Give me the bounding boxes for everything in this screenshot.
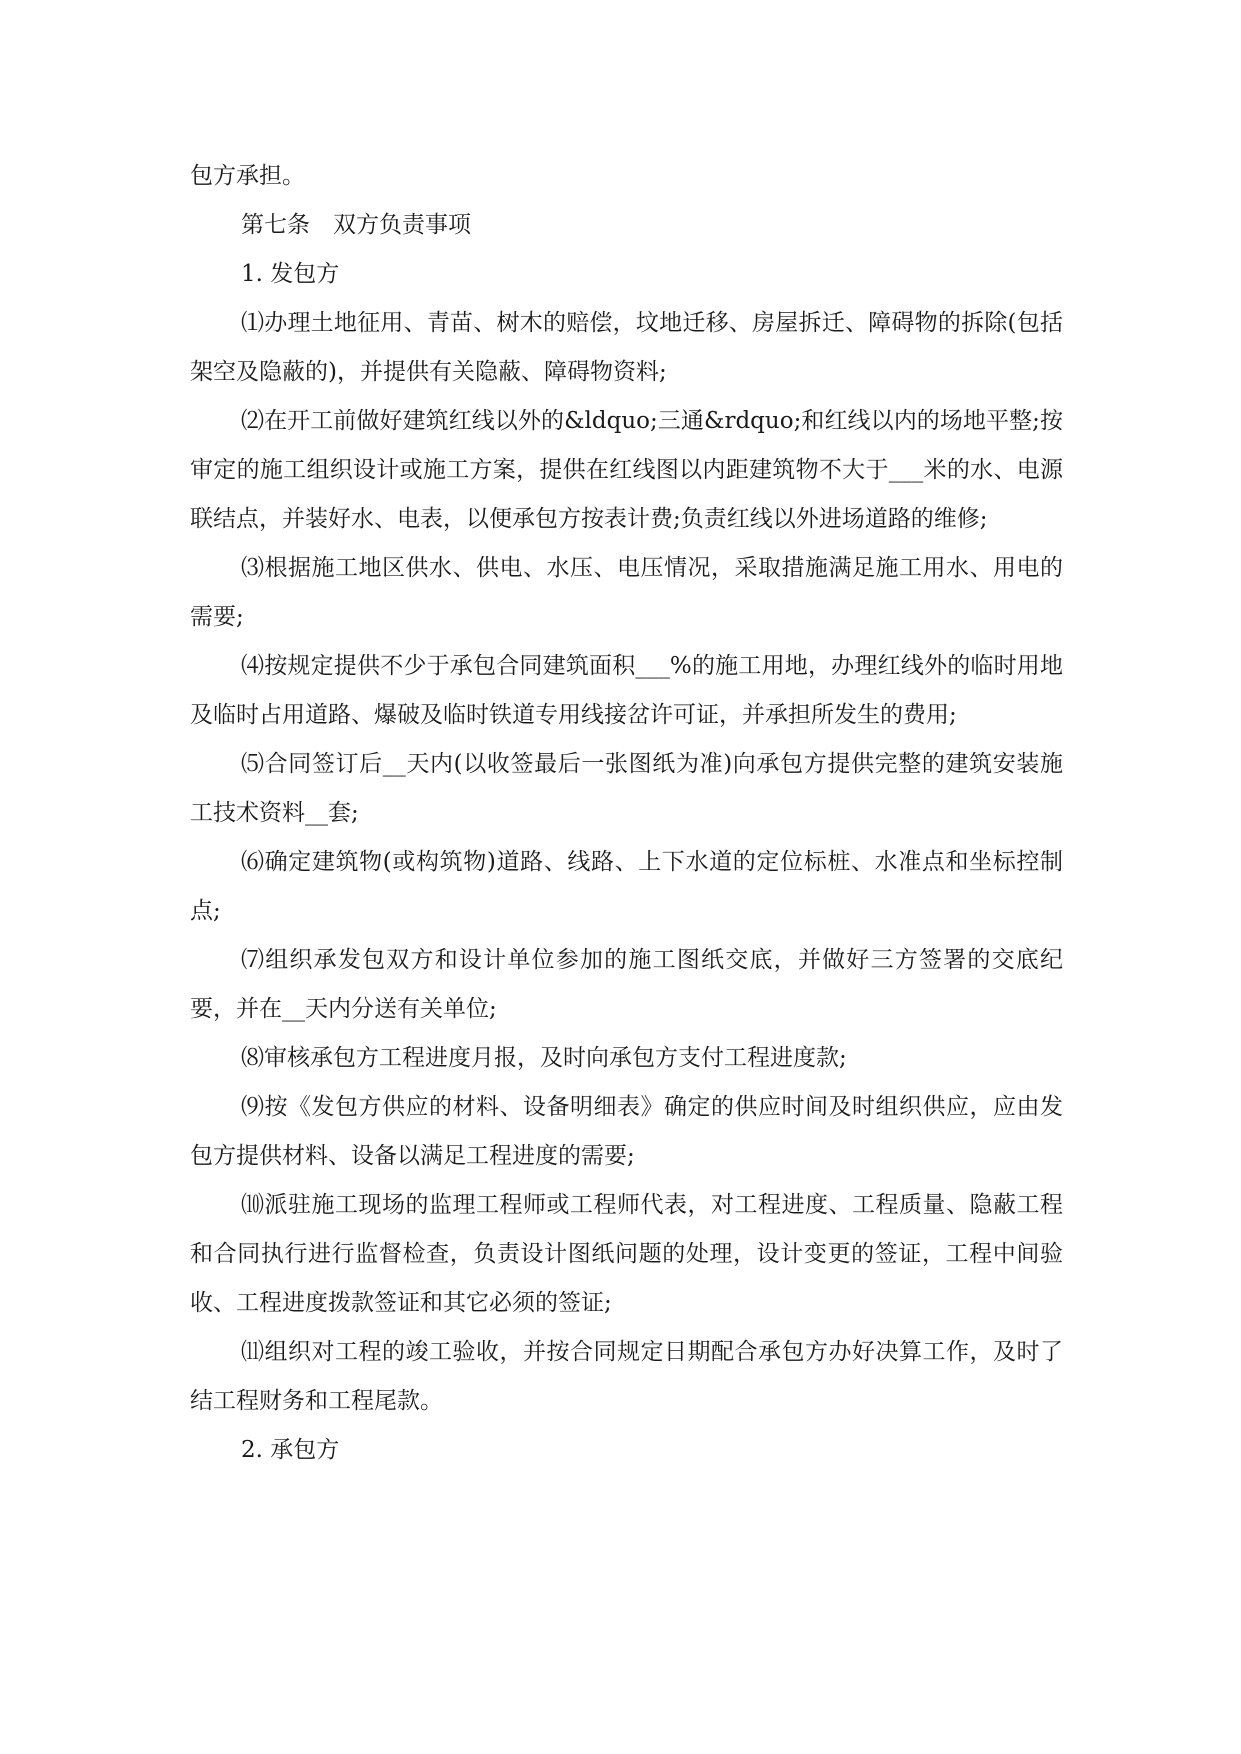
clause-10: ⑽派驻施工现场的监理工程师或工程师代表，对工程进度、工程质量、隐蔽工程和合同执行进行监督检查，负责设计图纸问题的处理，设计变更的签证，工程中间验收、工程进度拨款签证和其它必须的签证; (190, 1192, 1063, 1316)
paragraph-continuation: 包方承担。 (190, 163, 305, 189)
document-page (190, 152, 1063, 1475)
clause-11: ⑾组织对工程的竣工验收，并按合同规定日期配合承包方办好决算工作，及时了结工程财务和工程尾款。 (190, 1339, 1063, 1414)
clause-4: ⑷按规定提供不少于承包合同建筑面积___%的施工用地，办理红线外的临时用地及临时占用道路、爆破及临时铁道专用线接岔许可证，并承担所发生的费用; (190, 653, 1063, 728)
section-heading-contractor: 2. 承包方 (241, 1437, 340, 1463)
clause-3: ⑶根据施工地区供水、供电、水压、电压情况，采取措施满足施工用水、用电的需要; (190, 555, 1063, 630)
clause-5: ⑸合同签订后__天内(以收签最后一张图纸为准)向承包方提供完整的建筑安装施工技术资料__套; (190, 751, 1063, 826)
clause-8: ⑻审核承包方工程进度月报，及时向承包方支付工程进度款; (241, 1045, 847, 1071)
clause-1: ⑴办理土地征用、青苗、树木的赔偿，坟地迁移、房屋拆迁、障碍物的拆除(包括架空及隐蔽的)，并提供有关隐蔽、障碍物资料; (190, 310, 1063, 385)
clause-7: ⑺组织承发包双方和设计单位参加的施工图纸交底，并做好三方签署的交底纪要，并在__天内分送有关单位; (190, 947, 1063, 1022)
article-heading: 第七条 双方负责事项 (241, 212, 471, 238)
section-heading-employer: 1. 发包方 (241, 261, 340, 287)
clause-6: ⑹确定建筑物(或构筑物)道路、线路、上下水道的定位标桩、水准点和坐标控制点; (190, 849, 1063, 924)
clause-9: ⑼按《发包方供应的材料、设备明细表》确定的供应时间及时组织供应，应由发包方提供材料、设备以满足工程进度的需要; (190, 1094, 1063, 1169)
clause-2: ⑵在开工前做好建筑红线以外的&ldquo;三通&rdquo;和红线以内的场地平整;按审定的施工组织设计或施工方案，提供在红线图以内距建筑物不大于___米的水、电源联结点，并装好水、电表，以便承包方按表计费;负责红线以外进场道路的维修; (190, 408, 1063, 532)
